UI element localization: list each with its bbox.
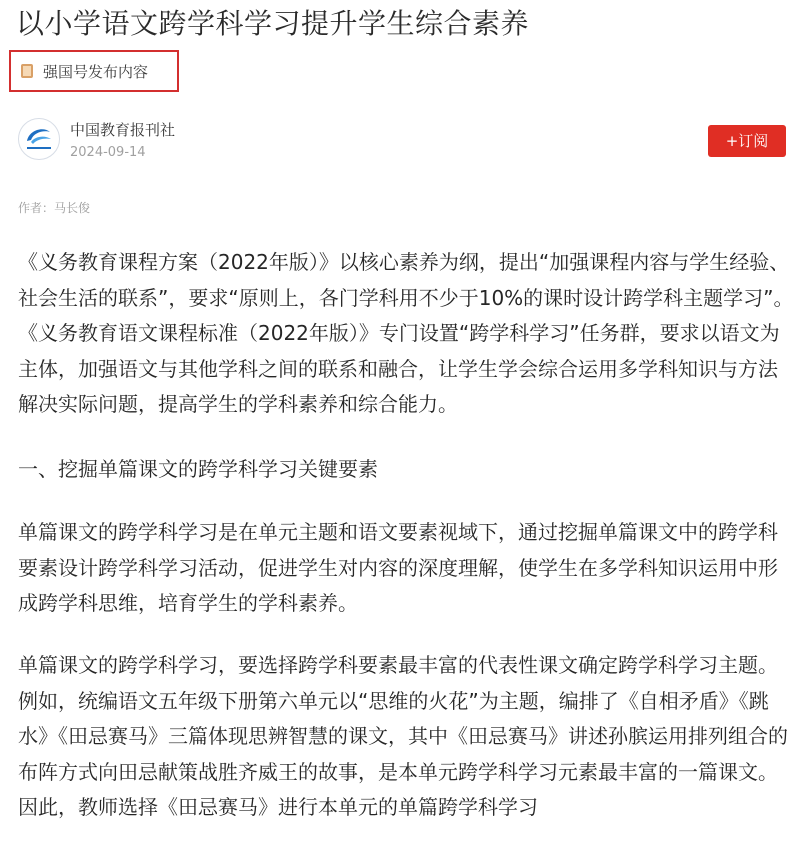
- publisher-logo-icon: [19, 119, 59, 159]
- subscribe-button[interactable]: +订阅: [708, 125, 786, 157]
- article-title: 以小学语文跨学科学习提升学生综合素养: [16, 7, 530, 40]
- avatar[interactable]: [18, 118, 60, 160]
- bookmark-icon: [21, 64, 33, 78]
- source-badge-label[interactable]: 强国号发布内容: [43, 63, 149, 81]
- author-line: 作者：马长俊: [18, 201, 91, 215]
- article-paragraph: 《义务教育课程方案（2022年版）》以核心素养为纲，提出“加强课程内容与学生经验、社会生活的联系”，要求“原则上，各门学科用不少于10%的课时设计跨学科主题学习”。《义务教育语文课程标准（2022年版）》专门设置“跨学科学习”任务群，要求以语文为主体，加强语文与其他学科之间的联系和融合，让学生学会综合运用多学科知识与方法解决实际问题，提高学生的学科素养和综合能力。: [18, 250, 794, 416]
- publisher-name[interactable]: 中国教育报刊社: [70, 121, 176, 139]
- section-heading: 一、挖掘单篇课文的跨学科学习关键要素: [18, 457, 378, 481]
- article-paragraph: 单篇课文的跨学科学习，要选择跨学科要素最丰富的代表性课文确定跨学科学习主题。例如，统编语文五年级下册第六单元以“思维的火花”为主题，编排了《自相矛盾》《跳水》《田忌赛马》三篇体现思辨智慧的课文，其中《田忌赛马》讲述孙膑运用排列组合的布阵方式向田忌献策战胜齐威王的故事，是本单元跨学科学习元素最丰富的一篇课文。因此，教师选择《田忌赛马》进行本单元的单篇跨学科学习: [18, 653, 788, 819]
- publish-date: 2024-09-14: [70, 145, 146, 160]
- article-paragraph: 单篇课文的跨学科学习是在单元主题和语文要素视域下，通过挖掘单篇课文中的跨学科要素设计跨学科学习活动，促进学生对内容的深度理解，使学生在多学科知识运用中形成跨学科思维，培育学生的学科素养。: [18, 520, 778, 615]
- source-badge-highlight: [9, 50, 179, 92]
